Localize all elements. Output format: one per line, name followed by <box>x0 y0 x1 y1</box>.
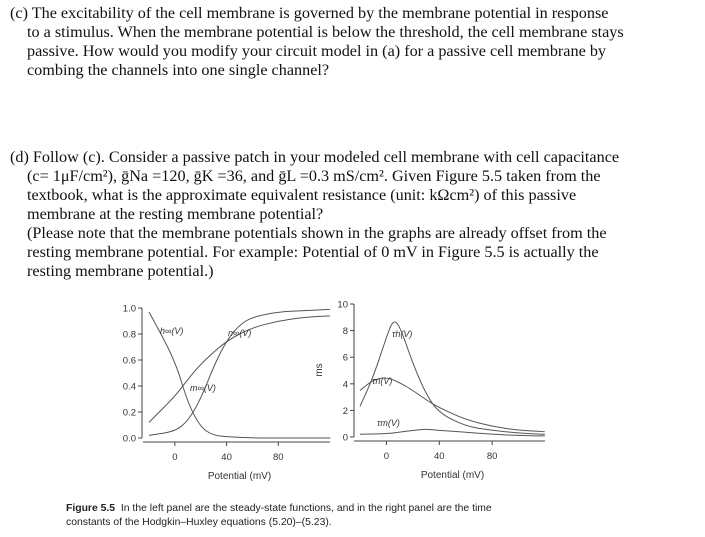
series-label: τn(V) <box>372 376 393 386</box>
part-d-line: resting membrane potential. For example: Potential of 0 mV in Figure 5.5 is actually the <box>27 243 599 261</box>
part-d-line: (d) Follow (c). Consider a passive patch in your modeled cell membrane with cell capacitance <box>10 148 620 166</box>
part-c-line: to a stimulus. When the membrane potential is below the threshold, the cell membrane stays <box>27 23 624 41</box>
caption-label: Figure 5.5 <box>66 503 116 514</box>
x-tick-label: 0 <box>383 451 390 462</box>
part-d-line: (c= 1μF/cm²), ḡNa =120, ḡK =36, and ḡL =0.3 mS/cm². Given Figure 5.5 taken from the <box>27 167 601 185</box>
figure-caption <box>66 502 626 530</box>
y-tick-label: 6 <box>342 352 348 364</box>
series-label: m∞(V) <box>190 383 216 393</box>
part-d-line: textbook, what is the approximate equivalent resistance (unit: kΩcm²) of this passive <box>27 186 577 204</box>
x-tick-label: 40 <box>221 452 232 463</box>
y-tick-label: 4 <box>342 379 348 391</box>
series-label: n∞(V) <box>228 328 252 338</box>
part-c-line: (c) The excitability of the cell membrane is governed by the membrane potential in response <box>10 4 609 22</box>
y-tick-label: 0.2 <box>122 407 136 419</box>
y-tick-label: 0.0 <box>122 433 136 445</box>
part-d-line: resting membrane potential.) <box>27 262 214 280</box>
series-label: τm(V) <box>377 418 400 428</box>
x-axis-label: Potential (mV) <box>420 470 485 481</box>
x-tick-label: 0 <box>172 452 178 463</box>
y-tick-label: 0.6 <box>122 355 136 367</box>
y-tick-label: 2 <box>342 405 348 417</box>
y-tick-label: 0 <box>342 432 348 444</box>
series-label: τh(V) <box>392 329 413 339</box>
y-tick-label: 0.8 <box>122 329 136 341</box>
y-tick-label: 8 <box>342 326 348 338</box>
y-tick-label: 10 <box>337 299 348 311</box>
x-tick-label: 80 <box>486 451 498 462</box>
y-axis-label: ms <box>314 363 325 377</box>
x-tick-label: 80 <box>272 452 284 463</box>
part-d-line: (Please note that the membrane potentials shown in the graphs are already offset from the <box>27 224 607 242</box>
series-label: h∞(V) <box>160 326 184 336</box>
x-axis-label: Potential (mV) <box>207 471 272 482</box>
y-tick-label: 1.0 <box>122 303 136 315</box>
y-tick-label: 0.4 <box>122 381 136 393</box>
caption-text: constants of the Hodgkin–Huxley equations (5.20)–(5.23). <box>66 517 332 528</box>
x-tick-label: 40 <box>433 451 445 462</box>
part-c-line: passive. How would you modify your circuit model in (a) for a passive cell membrane by <box>27 42 607 60</box>
caption-text: In the left panel are the steady-state functions, and in the right panel are the time <box>120 503 492 514</box>
part-c-line: combing the channels into one single channel? <box>27 61 330 79</box>
part-d-line: membrane at the resting membrane potential? <box>27 205 324 223</box>
